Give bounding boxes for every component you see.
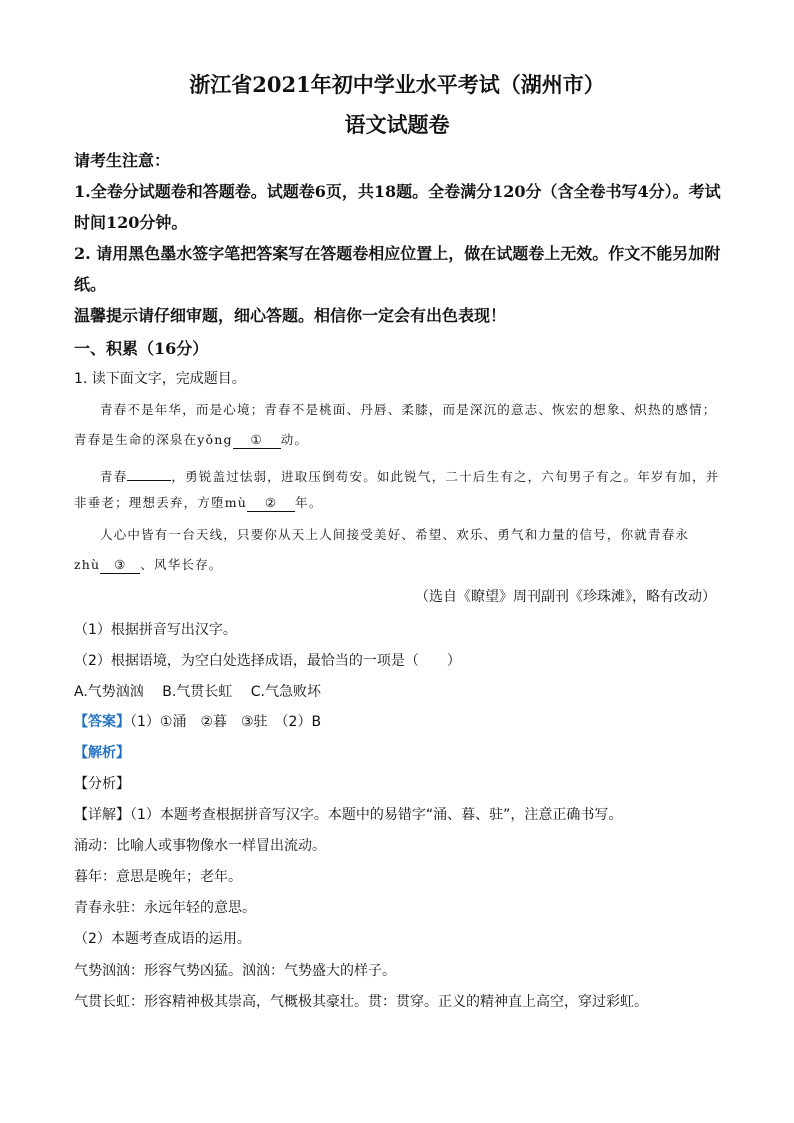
sub-question-1: （1）根据拼音写出汉字。	[74, 622, 237, 638]
blank-2: ②	[247, 497, 295, 512]
explanation-line: 气势汹汹：形容气势凶猛。汹汹：气势盛大的样子。	[74, 963, 396, 979]
blank-idiom	[127, 466, 171, 481]
passage-text: ，勇锐盖过怯弱，进取压倒苟安。如此锐气，二十后生有之，六旬男子有之。年岁有加，并	[171, 469, 720, 484]
passage-text: 非垂老；理想丢弃，方堕mù	[74, 495, 248, 510]
notice-tip: 温馨提示请仔细审题，细心答题。相信你一定会有出色表现！	[74, 306, 507, 325]
passage-text: 动。	[280, 432, 309, 447]
passage-text: zhù	[74, 557, 101, 572]
notice-item-2-cont: 纸。	[74, 275, 107, 294]
page-subtitle: 语文试题卷	[344, 112, 450, 137]
answer-tag: 【答案】	[74, 714, 130, 730]
blank-3: ③	[100, 559, 140, 574]
passage-source: （选自《瞭望》周刊副刊《珍珠滩》，略有改动）	[415, 589, 716, 605]
answer-options: A.气势汹汹 B.气贯长虹 C.气急败坏	[74, 684, 321, 700]
passage-para-3-cont	[74, 559, 223, 574]
notice-item-2: 2. 请用黑色墨水签字笔把答案写在答题卷相应位置上，做在试题卷上无效。作文不能另加附	[74, 244, 721, 263]
detail-tag: 【详解】	[74, 807, 130, 823]
detail-text: （1）本题考查根据拼音写汉字。本题中的易错字“涌、暮、驻”，注意正确书写。	[130, 807, 623, 823]
passage-text: 年。	[295, 495, 323, 510]
notice-heading: 请考生注意：	[74, 151, 171, 170]
explanation-line: （2）本题考查成语的运用。	[74, 931, 251, 947]
passage-para-3: 人心中皆有一台天线，只要你从天上人间接受美好、希望、欢乐、勇气和力量的信号，你就青春永	[100, 527, 690, 542]
explanation-line: 青春永驻：永远年轻的意思。	[74, 900, 256, 916]
blank-1: ①	[233, 434, 281, 449]
notice-item-1-cont: 时间120分钟。	[74, 213, 188, 232]
analysis-tag: 【解析】	[74, 745, 130, 761]
passage-text: 、风华长存。	[140, 557, 223, 572]
passage-para-2-cont	[74, 497, 322, 512]
section-heading: 一、积累（16分）	[74, 339, 209, 358]
detail-line	[74, 808, 622, 822]
sub-question-2: （2）根据语境，为空白处选择成语，最恰当的一项是（ ）	[74, 653, 461, 669]
passage-text: 青春是生命的深泉在yǒng	[74, 432, 233, 447]
page-title: 浙江省2021年初中学业水平考试（湖州市）	[189, 72, 605, 97]
passage-para-1-cont	[74, 434, 308, 449]
explanation-line: 气贯长虹：形容精神极其崇高，气概极其豪壮。贯：贯穿。正义的精神直上高空，穿过彩虹。	[74, 994, 648, 1010]
passage-para-2	[100, 466, 719, 484]
passage-para-1: 青春不是年华，而是心境；青春不是桃面、丹唇、柔膝，而是深沉的意志、恢宏的想象、炽热的感情；	[100, 402, 717, 417]
notice-item-1: 1.全卷分试题卷和答题卷。试题卷6页，共18题。全卷满分120分（含全卷书写4分）。考试	[74, 182, 721, 201]
answer-line	[74, 715, 321, 729]
fenxi-tag: 【分析】	[74, 776, 130, 792]
answer-text: （1）①涌 ②暮 ③驻 （2）B	[130, 714, 322, 730]
passage-text: 青春	[100, 469, 128, 484]
explanation-line: 暮年：意思是晚年；老年。	[74, 869, 242, 885]
explanation-line: 涌动：比喻人或事物像水一样冒出流动。	[74, 838, 326, 854]
question-1-stem: 1. 读下面文字，完成题目。	[74, 371, 246, 387]
